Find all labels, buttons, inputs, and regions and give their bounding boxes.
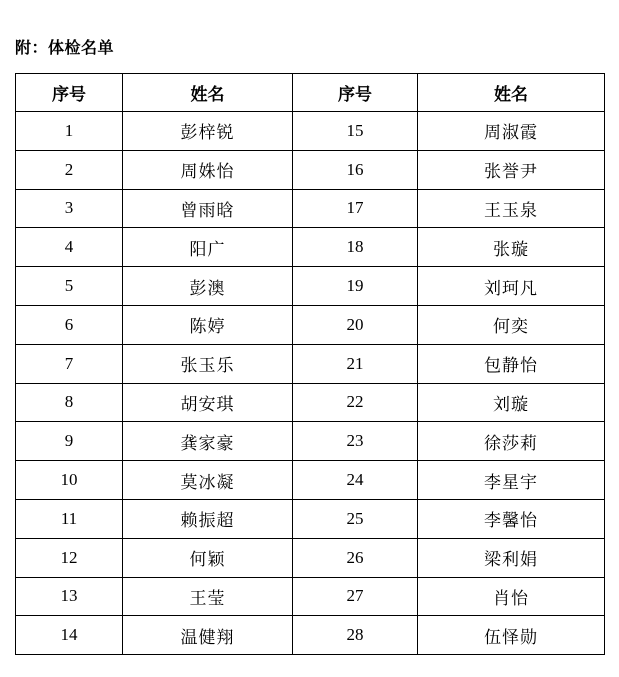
- table-row: [16, 189, 605, 228]
- serial-number-cell: 9: [16, 422, 123, 461]
- serial-number-cell: 22: [293, 383, 418, 422]
- name-cell: 李星宇: [418, 461, 605, 500]
- name-cell: 王莹: [123, 577, 293, 616]
- serial-number-cell: 12: [16, 538, 123, 577]
- name-cell: 何颖: [123, 538, 293, 577]
- header-serial-number-left: 序号: [16, 74, 123, 112]
- name-cell: 张璇: [418, 228, 605, 267]
- serial-number-cell: 5: [16, 267, 123, 306]
- table-body: [16, 112, 605, 655]
- name-cell: 伍怿勋: [418, 616, 605, 655]
- serial-number-cell: 1: [16, 112, 123, 151]
- name-cell: 温健翔: [123, 616, 293, 655]
- table-row: [16, 228, 605, 267]
- table-row: [16, 461, 605, 500]
- serial-number-cell: 25: [293, 499, 418, 538]
- serial-number-cell: 4: [16, 228, 123, 267]
- serial-number-cell: 28: [293, 616, 418, 655]
- name-cell: 曾雨晗: [123, 189, 293, 228]
- name-cell: 张玉乐: [123, 344, 293, 383]
- table-row: [16, 344, 605, 383]
- table-row: [16, 616, 605, 655]
- name-cell: 龚家豪: [123, 422, 293, 461]
- header-name-right: 姓名: [418, 74, 605, 112]
- name-cell: 何奕: [418, 305, 605, 344]
- table-row: [16, 150, 605, 189]
- table-row: [16, 422, 605, 461]
- name-cell: 陈婷: [123, 305, 293, 344]
- name-cell: 张誉尹: [418, 150, 605, 189]
- name-cell: 梁利娟: [418, 538, 605, 577]
- name-cell: 阳广: [123, 228, 293, 267]
- document-title: 附：体检名单: [15, 38, 115, 57]
- serial-number-cell: 3: [16, 189, 123, 228]
- name-cell: 徐莎莉: [418, 422, 605, 461]
- serial-number-cell: 13: [16, 577, 123, 616]
- serial-number-cell: 14: [16, 616, 123, 655]
- name-cell: 周淑霞: [418, 112, 605, 151]
- serial-number-cell: 11: [16, 499, 123, 538]
- serial-number-cell: 23: [293, 422, 418, 461]
- serial-number-cell: 26: [293, 538, 418, 577]
- serial-number-cell: 16: [293, 150, 418, 189]
- serial-number-cell: 20: [293, 305, 418, 344]
- serial-number-cell: 10: [16, 461, 123, 500]
- name-cell: 周姝怡: [123, 150, 293, 189]
- serial-number-cell: 2: [16, 150, 123, 189]
- name-cell: 包静怡: [418, 344, 605, 383]
- name-cell: 彭梓锐: [123, 112, 293, 151]
- table-row: [16, 577, 605, 616]
- serial-number-cell: 19: [293, 267, 418, 306]
- name-cell: 王玉泉: [418, 189, 605, 228]
- name-cell: 李馨怡: [418, 499, 605, 538]
- header-serial-number-right: 序号: [293, 74, 418, 112]
- table-row: [16, 538, 605, 577]
- name-cell: 刘璇: [418, 383, 605, 422]
- serial-number-cell: 24: [293, 461, 418, 500]
- serial-number-cell: 6: [16, 305, 123, 344]
- serial-number-cell: 15: [293, 112, 418, 151]
- name-cell: 胡安琪: [123, 383, 293, 422]
- header-name-left: 姓名: [123, 74, 293, 112]
- name-cell: 肖怡: [418, 577, 605, 616]
- physical-exam-roster-table: [15, 73, 605, 655]
- name-cell: 彭澳: [123, 267, 293, 306]
- serial-number-cell: 7: [16, 344, 123, 383]
- table-header-row: [16, 74, 605, 112]
- name-cell: 赖振超: [123, 499, 293, 538]
- serial-number-cell: 18: [293, 228, 418, 267]
- serial-number-cell: 8: [16, 383, 123, 422]
- name-cell: 刘珂凡: [418, 267, 605, 306]
- serial-number-cell: 21: [293, 344, 418, 383]
- serial-number-cell: 17: [293, 189, 418, 228]
- table-row: [16, 383, 605, 422]
- serial-number-cell: 27: [293, 577, 418, 616]
- table-row: [16, 499, 605, 538]
- table-row: [16, 305, 605, 344]
- table-row: [16, 267, 605, 306]
- name-cell: 莫冰凝: [123, 461, 293, 500]
- table-row: [16, 112, 605, 151]
